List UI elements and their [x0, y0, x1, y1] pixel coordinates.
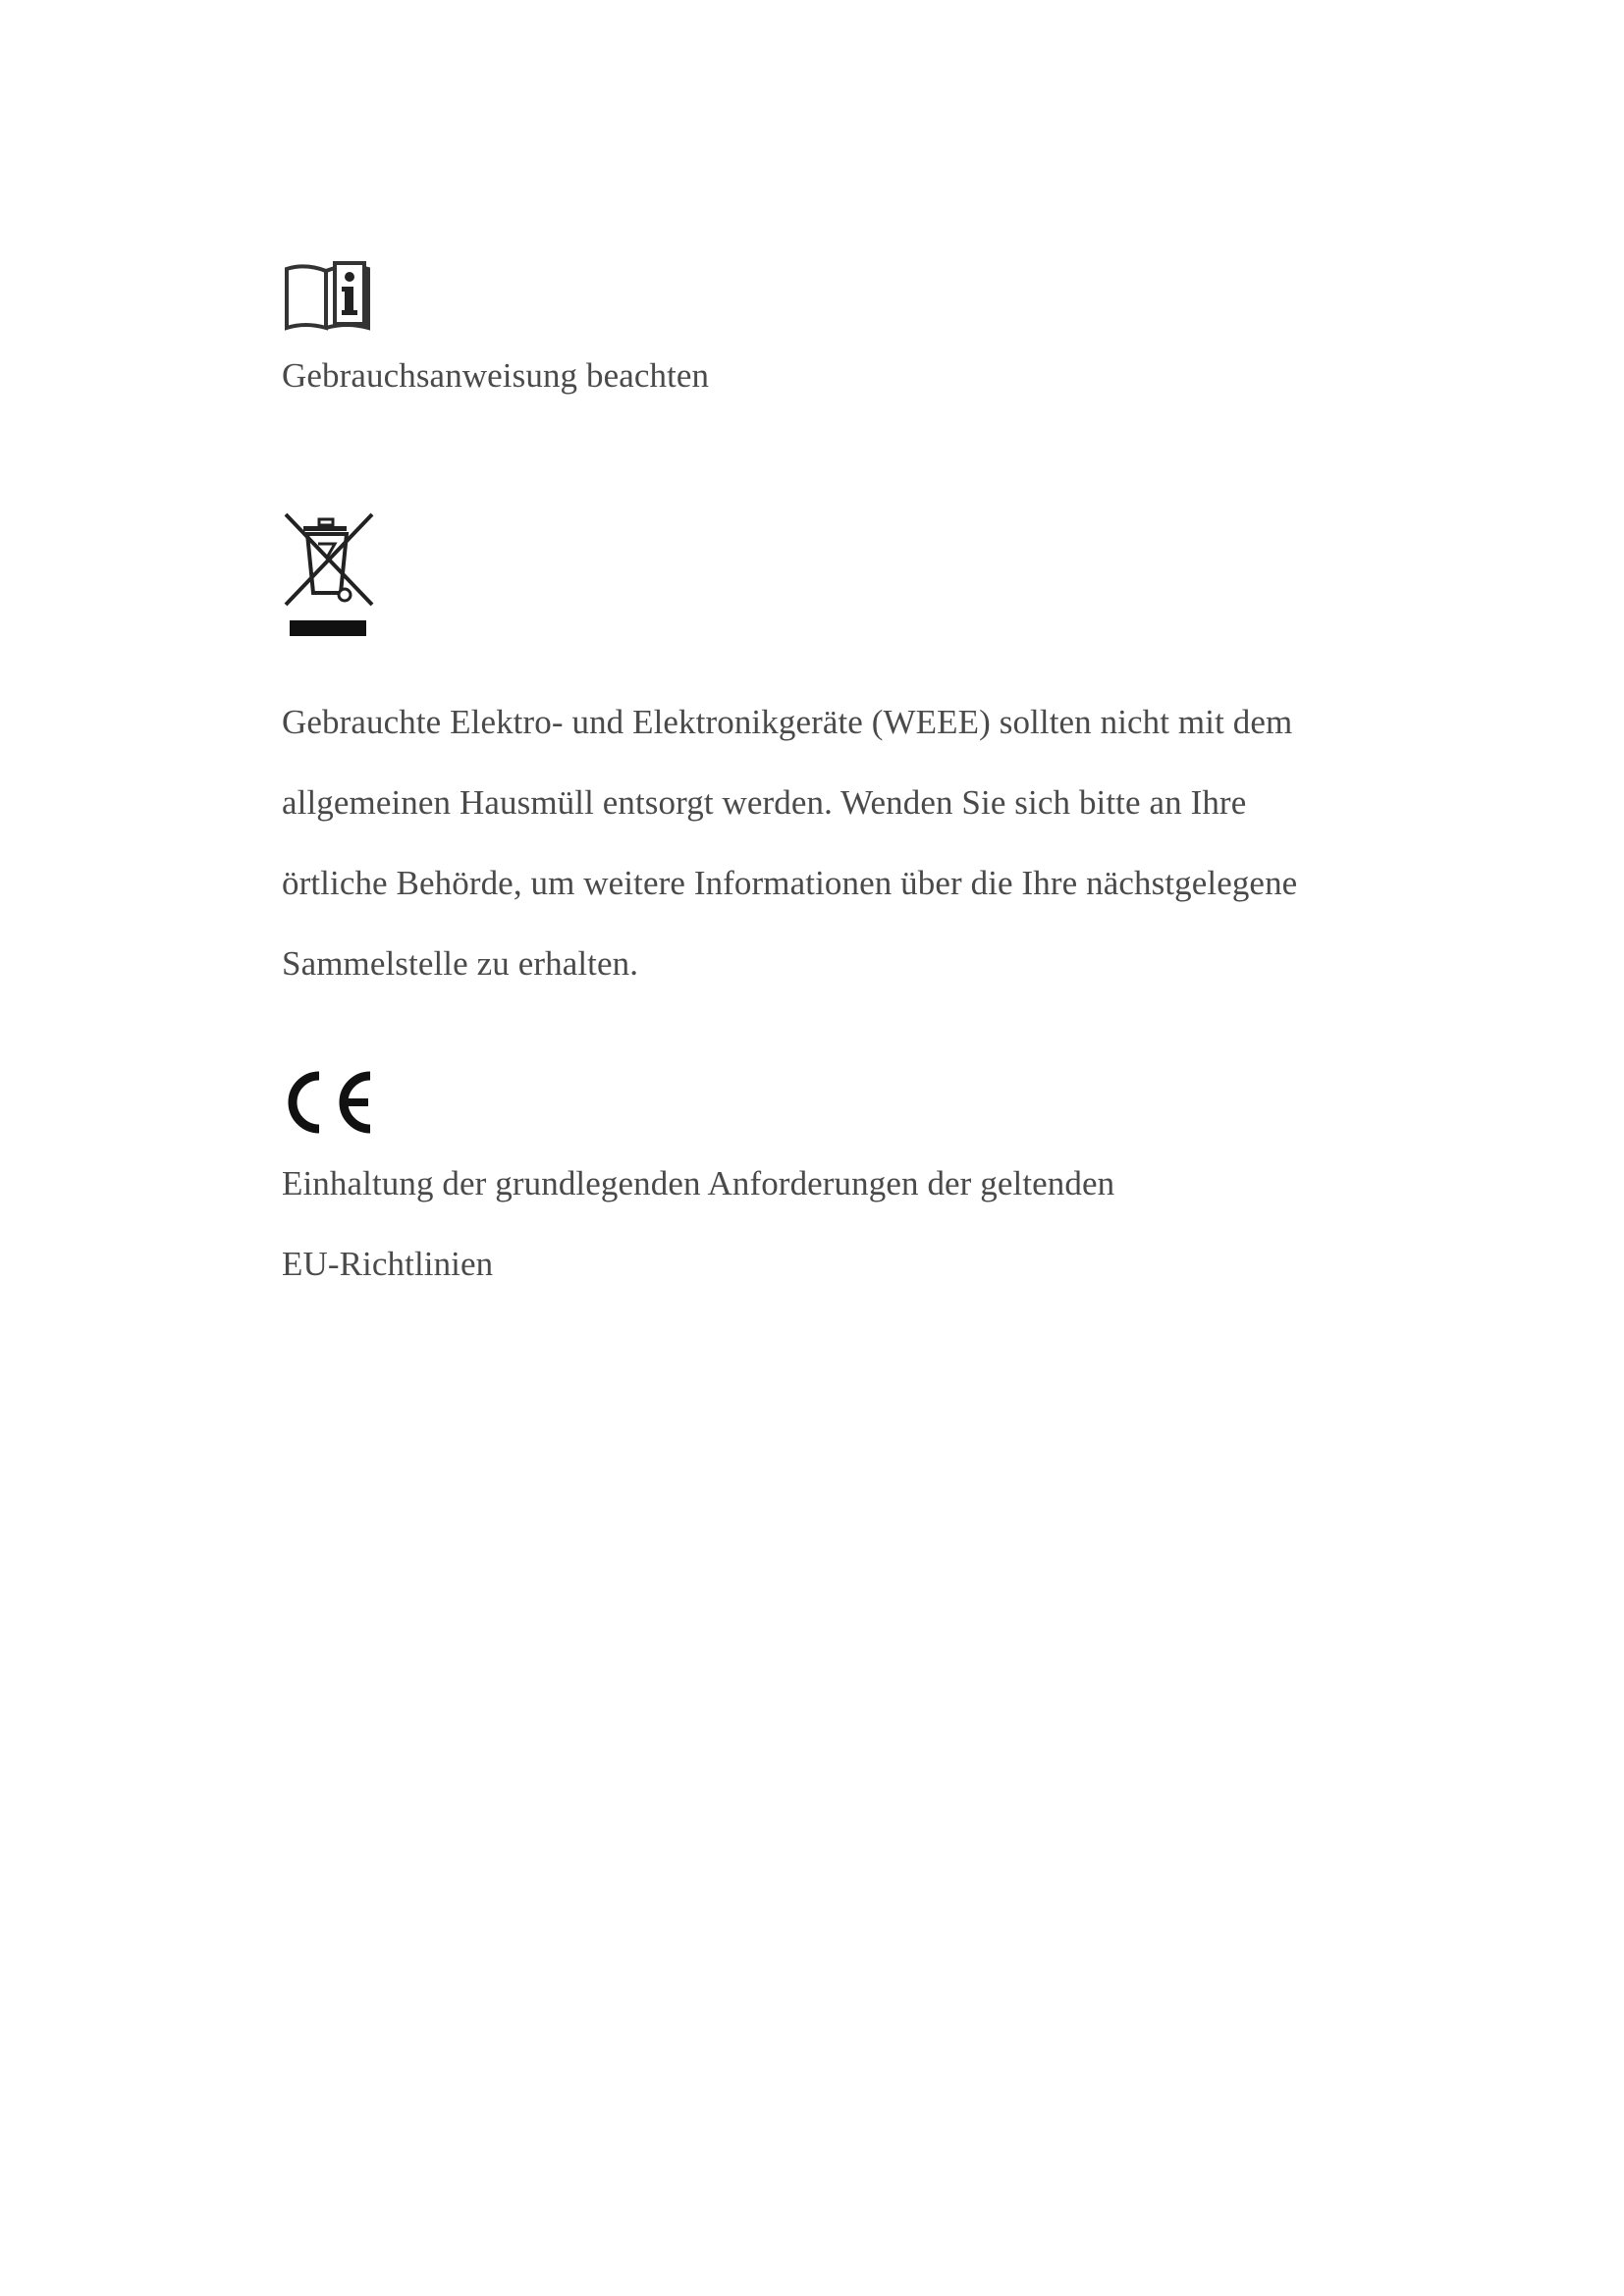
- weee-notice-section: [282, 510, 1362, 1004]
- ce-notice-section: [282, 1068, 1362, 1305]
- text-line: Sammelstelle zu erhalten.: [282, 944, 639, 983]
- ce-notice-text: [282, 1144, 1362, 1305]
- ce-mark-icon: [282, 1068, 376, 1137]
- text-line: Gebrauchte Elektro- und Elektronikgeräte (WEEE) sollten nicht mit dem: [282, 703, 1293, 741]
- text-line: Gebrauchsanweisung beachten: [282, 356, 710, 395]
- manual-notice-text: [282, 336, 1362, 416]
- weee-crossed-bin-icon: [282, 510, 376, 638]
- text-line: allgemeinen Hausmüll entsorgt werden. Wenden Sie sich bitte an Ihre: [282, 783, 1247, 822]
- text-line: EU-Richtlinien: [282, 1245, 494, 1283]
- text-line: Einhaltung der grundlegenden Anforderungen der geltenden: [282, 1164, 1115, 1202]
- manual-notice-section: [282, 257, 1362, 416]
- instruction-manual-info-icon: [282, 257, 376, 336]
- weee-notice-text: [282, 682, 1362, 1004]
- text-line: örtliche Behörde, um weitere Informationen über die Ihre nächstgelegene: [282, 864, 1298, 902]
